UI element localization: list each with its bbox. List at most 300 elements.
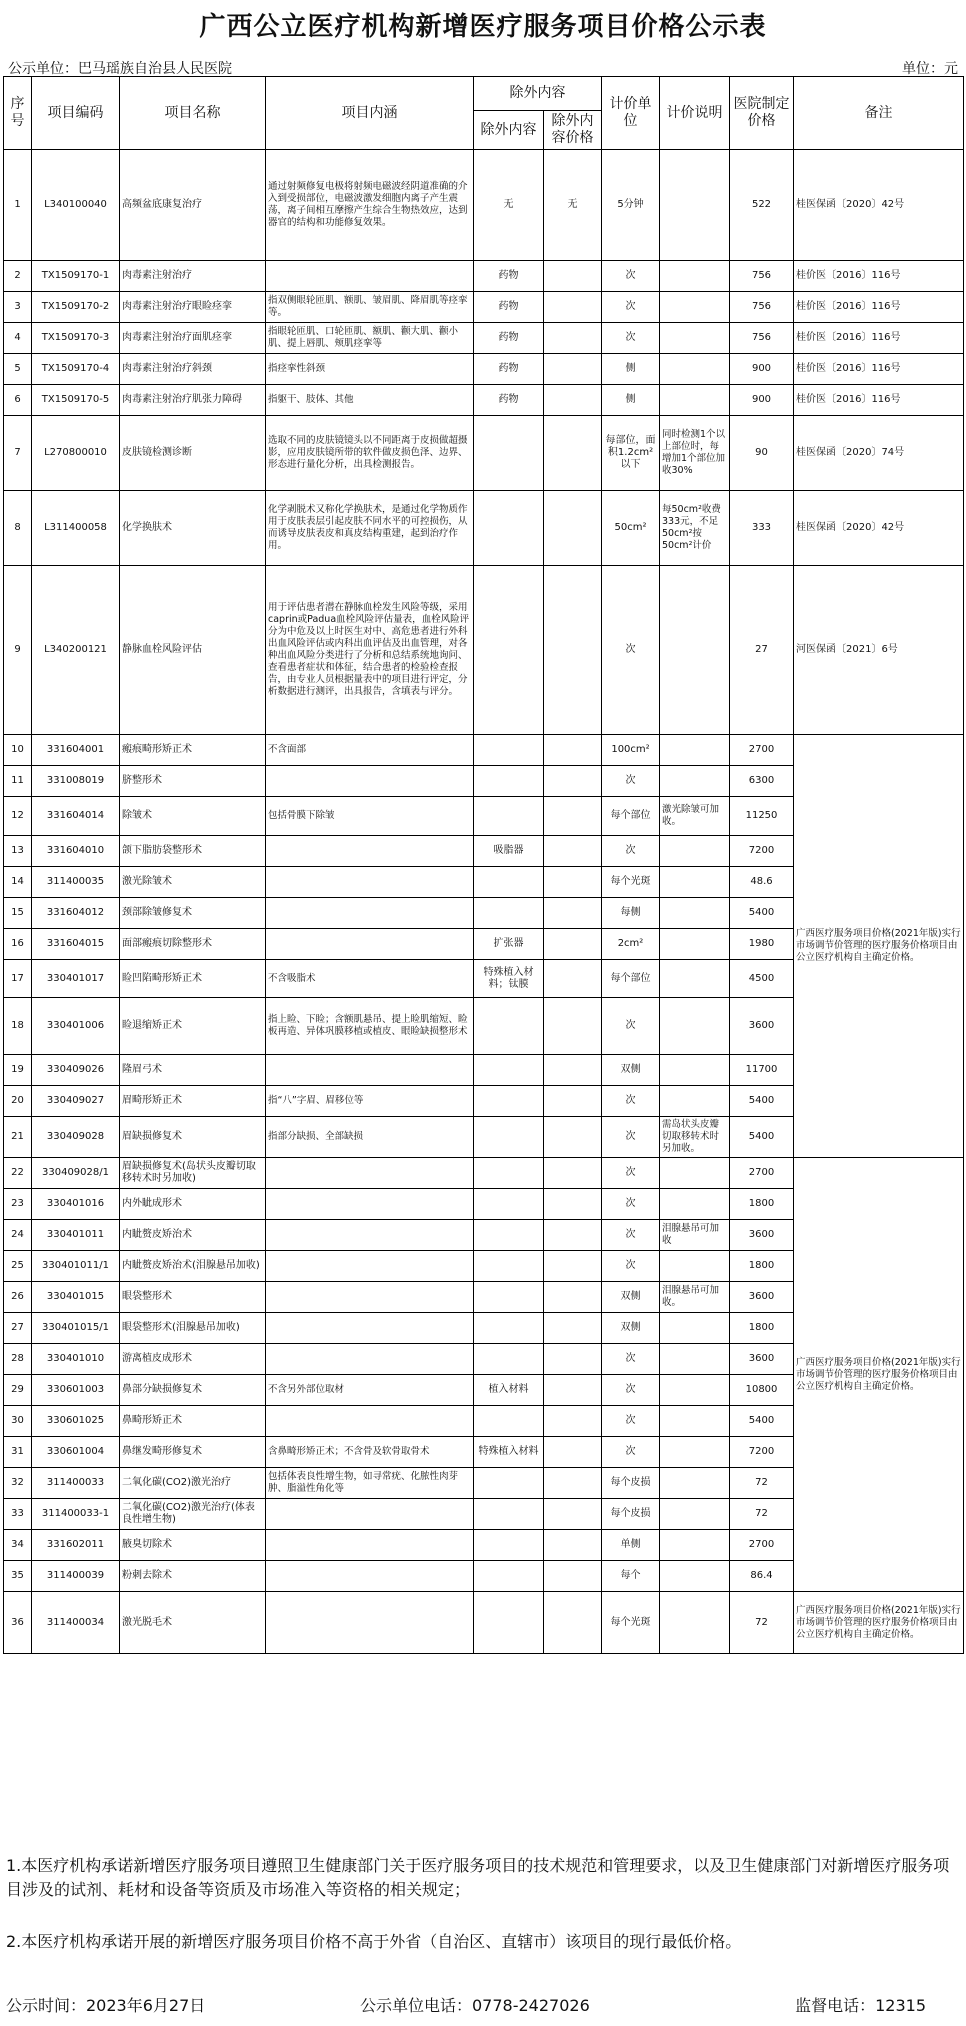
- row-unit: 侧: [602, 354, 660, 385]
- row-name: 肉毒素注射治疗肌张力障碍: [120, 385, 266, 416]
- row-seq: 35: [4, 1561, 32, 1592]
- row-desc: [660, 150, 730, 261]
- row-remark: 桂价医〔2016〕116号: [794, 261, 964, 292]
- row-price: 1800: [730, 1251, 794, 1282]
- row-name: 鼻部分缺损修复术: [120, 1375, 266, 1406]
- row-remark: 桂价医〔2016〕116号: [794, 292, 964, 323]
- row-exclusion-price: [544, 566, 602, 735]
- row-name: 游离植皮成形术: [120, 1344, 266, 1375]
- row-exclusion: 药物: [474, 323, 544, 354]
- row-code: 330401010: [32, 1344, 120, 1375]
- row-code: 311400034: [32, 1592, 120, 1654]
- row-code: 330401011: [32, 1220, 120, 1251]
- row-unit: 次: [602, 323, 660, 354]
- row-price: 5400: [730, 1406, 794, 1437]
- row-seq: 24: [4, 1220, 32, 1251]
- row-name: 化学换肤术: [120, 491, 266, 566]
- row-price: 4500: [730, 960, 794, 998]
- row-code: 331604010: [32, 836, 120, 867]
- row-seq: 33: [4, 1499, 32, 1530]
- table-row: [4, 150, 964, 261]
- row-name: 眉缺损修复术(岛状头皮瓣切取移转术时另加收): [120, 1158, 266, 1189]
- row-unit: 次: [602, 1437, 660, 1468]
- table-row: [4, 735, 964, 766]
- row-desc: 同时检测1个以上部位时，每增加1个部位加收30%: [660, 416, 730, 491]
- row-unit: 每个光斑: [602, 1592, 660, 1654]
- row-exclusion: 扩张器: [474, 929, 544, 960]
- row-seq: 23: [4, 1189, 32, 1220]
- row-desc: [660, 566, 730, 735]
- row-exclusion: [474, 1158, 544, 1189]
- row-desc: [660, 1437, 730, 1468]
- row-price: 7200: [730, 836, 794, 867]
- row-price: 5400: [730, 898, 794, 929]
- row-code: 330409027: [32, 1086, 120, 1117]
- row-seq: 25: [4, 1251, 32, 1282]
- table-row: [4, 491, 964, 566]
- row-desc: [660, 1251, 730, 1282]
- page-title: 广西公立医疗机构新增医疗服务项目价格公示表: [199, 12, 767, 42]
- row-exclusion: 植入材料: [474, 1375, 544, 1406]
- row-name: 脐整形术: [120, 766, 266, 797]
- row-exclusion: [474, 1406, 544, 1437]
- row-code: 330601025: [32, 1406, 120, 1437]
- row-content: [266, 836, 474, 867]
- row-exclusion-price: [544, 1592, 602, 1654]
- row-seq: 16: [4, 929, 32, 960]
- row-code: 330401015: [32, 1282, 120, 1313]
- row-price: 756: [730, 292, 794, 323]
- row-desc: 每50cm²收费333元，不足50cm²按50cm²计价: [660, 491, 730, 566]
- row-desc: [660, 1086, 730, 1117]
- row-remark: 桂医保函〔2020〕42号: [794, 491, 964, 566]
- row-content: 选取不同的皮肤镜镜头以不同距离于皮损做超摄影，应用皮肤镜所带的软件做皮损色泽、边界、形态进行量化分析，出具检测报告。: [266, 416, 474, 491]
- header-exclusion: 除外内容: [474, 111, 544, 150]
- row-desc: [660, 1406, 730, 1437]
- row-seq: 32: [4, 1468, 32, 1499]
- row-exclusion-price: [544, 1406, 602, 1437]
- row-seq: 22: [4, 1158, 32, 1189]
- row-price: 900: [730, 385, 794, 416]
- row-desc: [660, 1561, 730, 1592]
- row-content: 用于评估患者潜在静脉血栓发生风险等级，采用caprin或Padua血栓风险评估量表，血栓风险评分为中危及以上时医生对中、高危患者进行外科出血风险评估或内科出血评估及出血管理，对各种出血风险分类进行了分析和总结系统地询问、查看患者症状和体征，结合患者的检验检查报告，由专业人员根据量表中的项目进行评定，分析数据进行测评，出具报告，含填表与评分。: [266, 566, 474, 735]
- row-unit: 每个光斑: [602, 867, 660, 898]
- row-exclusion: 药物: [474, 385, 544, 416]
- row-unit: 双侧: [602, 1313, 660, 1344]
- row-remark: 桂价医〔2016〕116号: [794, 385, 964, 416]
- row-content: [266, 1592, 474, 1654]
- header-unit: 计价单位: [602, 77, 660, 150]
- row-exclusion-price: [544, 354, 602, 385]
- row-seq: 6: [4, 385, 32, 416]
- row-seq: 31: [4, 1437, 32, 1468]
- row-seq: 1: [4, 150, 32, 261]
- table-body: [4, 150, 964, 1654]
- row-price: 756: [730, 323, 794, 354]
- row-code: 330401016: [32, 1189, 120, 1220]
- header-content: 项目内涵: [266, 77, 474, 150]
- row-content: [266, 1158, 474, 1189]
- header-price: 医院制定价格: [730, 77, 794, 150]
- row-desc: [660, 929, 730, 960]
- row-unit: 次: [602, 1375, 660, 1406]
- row-exclusion-price: [544, 1344, 602, 1375]
- row-price: 48.6: [730, 867, 794, 898]
- row-exclusion: [474, 1055, 544, 1086]
- row-name: 肉毒素注射治疗: [120, 261, 266, 292]
- row-content: 指双侧眼轮匝肌、额肌、皱眉肌、降眉肌等痉挛等。: [266, 292, 474, 323]
- row-exclusion-price: [544, 1561, 602, 1592]
- row-content: 包括体表良性增生物，如寻常疣、化脓性肉芽肿、脂溢性角化等: [266, 1468, 474, 1499]
- row-content: [266, 1189, 474, 1220]
- row-exclusion: [474, 1189, 544, 1220]
- row-code: 330601004: [32, 1437, 120, 1468]
- row-code: TX1509170-3: [32, 323, 120, 354]
- row-price: 2700: [730, 1530, 794, 1561]
- row-exclusion-price: [544, 1468, 602, 1499]
- row-exclusion-price: [544, 292, 602, 323]
- row-unit: 每个部位: [602, 960, 660, 998]
- table-row: [4, 323, 964, 354]
- row-unit: 每个皮损: [602, 1468, 660, 1499]
- row-unit: 次: [602, 766, 660, 797]
- row-remark: 桂价医〔2016〕116号: [794, 354, 964, 385]
- row-exclusion: [474, 1282, 544, 1313]
- row-desc: [660, 998, 730, 1055]
- row-exclusion: [474, 1499, 544, 1530]
- row-unit: 次: [602, 1251, 660, 1282]
- row-code: 331604014: [32, 797, 120, 836]
- row-exclusion: [474, 898, 544, 929]
- row-exclusion-price: [544, 1375, 602, 1406]
- row-price: 72: [730, 1468, 794, 1499]
- row-seq: 26: [4, 1282, 32, 1313]
- row-desc: 泪腺悬吊可加收。: [660, 1282, 730, 1313]
- row-name: 皮肤镜检测诊断: [120, 416, 266, 491]
- row-unit: 次: [602, 1220, 660, 1251]
- row-code: 330409028: [32, 1117, 120, 1158]
- row-code: 331604012: [32, 898, 120, 929]
- row-exclusion: 特殊植入材料: [474, 1437, 544, 1468]
- row-content: [266, 1530, 474, 1561]
- row-desc: [660, 735, 730, 766]
- row-seq: 30: [4, 1406, 32, 1437]
- row-code: 330401017: [32, 960, 120, 998]
- row-content: 通过射频修复电极将射频电磁波经阴道准确的介入到受损部位，电磁波激发细胞内离子产生震荡，离子间相互摩擦产生综合生物热效应，达到器官的结构和功能修复效果。: [266, 150, 474, 261]
- row-content: [266, 1499, 474, 1530]
- row-desc: [660, 385, 730, 416]
- row-code: 330401011/1: [32, 1251, 120, 1282]
- row-name: 颌下脂肪袋整形术: [120, 836, 266, 867]
- row-price: 86.4: [730, 1561, 794, 1592]
- row-name: 眉畸形矫正术: [120, 1086, 266, 1117]
- row-exclusion: [474, 1530, 544, 1561]
- row-content: [266, 929, 474, 960]
- commitment-note-1: 1.本医疗机构承诺新增医疗服务项目遵照卫生健康部门关于医疗服务项目的技术规范和管理要求，以及卫生健康部门对新增医疗服务项目涉及的试剂、耗材和设备等资质及市场准入等资格的相关规定；: [6, 1856, 950, 1899]
- row-content: [266, 1251, 474, 1282]
- row-desc: [660, 898, 730, 929]
- row-unit: 次: [602, 1117, 660, 1158]
- row-price: 6300: [730, 766, 794, 797]
- row-desc: [660, 292, 730, 323]
- row-name: 内眦赘皮矫治术: [120, 1220, 266, 1251]
- table-row: [4, 566, 964, 735]
- row-content: [266, 1344, 474, 1375]
- row-price: 3600: [730, 1220, 794, 1251]
- row-code: 311400035: [32, 867, 120, 898]
- row-unit: 次: [602, 566, 660, 735]
- row-content: [266, 1406, 474, 1437]
- row-exclusion: [474, 1313, 544, 1344]
- commitment-note-2: 2.本医疗机构承诺开展的新增医疗服务项目价格不高于外省（自治区、直辖市）该项目的现行最低价格。: [6, 1932, 742, 1951]
- row-name: 面部瘢痕切除整形术: [120, 929, 266, 960]
- header-remark: 备注: [794, 77, 964, 150]
- row-desc: [660, 836, 730, 867]
- row-content: 指部分缺损、全部缺损: [266, 1117, 474, 1158]
- row-price: 756: [730, 261, 794, 292]
- row-code: 330409026: [32, 1055, 120, 1086]
- row-exclusion-price: [544, 416, 602, 491]
- row-code: 311400033-1: [32, 1499, 120, 1530]
- row-content: [266, 867, 474, 898]
- row-exclusion: [474, 1086, 544, 1117]
- row-exclusion: [474, 416, 544, 491]
- row-code: 331008019: [32, 766, 120, 797]
- row-desc: [660, 1530, 730, 1561]
- row-exclusion-price: [544, 1251, 602, 1282]
- row-price: 3600: [730, 1282, 794, 1313]
- table-row: [4, 1158, 964, 1189]
- row-unit: 单侧: [602, 1530, 660, 1561]
- row-exclusion: 药物: [474, 261, 544, 292]
- row-name: 除皱术: [120, 797, 266, 836]
- row-unit: 2cm²: [602, 929, 660, 960]
- publisher-label: 公示单位：巴马瑶族自治县人民医院: [8, 61, 232, 77]
- row-desc: [660, 766, 730, 797]
- row-seq: 10: [4, 735, 32, 766]
- row-content: 指“八”字眉、眉移位等: [266, 1086, 474, 1117]
- row-unit: 5分钟: [602, 150, 660, 261]
- row-remark: 桂医保函〔2020〕42号: [794, 150, 964, 261]
- row-content: 含鼻畸形矫正术；不含骨及软骨取骨术: [266, 1437, 474, 1468]
- row-code: 330601003: [32, 1375, 120, 1406]
- row-unit: 次: [602, 1344, 660, 1375]
- supervision-phone: 监督电话：12315: [795, 1996, 926, 2015]
- row-desc: [660, 1592, 730, 1654]
- row-price: 3600: [730, 998, 794, 1055]
- row-name: 内眦赘皮矫治术(泪腺悬吊加收): [120, 1251, 266, 1282]
- row-name: 高频盆底康复治疗: [120, 150, 266, 261]
- row-code: TX1509170-1: [32, 261, 120, 292]
- row-exclusion: [474, 1251, 544, 1282]
- row-exclusion-price: [544, 1189, 602, 1220]
- row-seq: 5: [4, 354, 32, 385]
- row-desc: [660, 1344, 730, 1375]
- row-exclusion-price: [544, 1055, 602, 1086]
- publish-time: 公示时间：2023年6月27日: [6, 1996, 206, 2015]
- row-exclusion-price: [544, 1499, 602, 1530]
- row-name: 瘢痕畸形矫正术: [120, 735, 266, 766]
- row-desc: [660, 1313, 730, 1344]
- row-seq: 27: [4, 1313, 32, 1344]
- row-remark: 桂价医〔2016〕116号: [794, 323, 964, 354]
- row-exclusion-price: [544, 766, 602, 797]
- row-exclusion-price: [544, 867, 602, 898]
- row-content: [266, 1313, 474, 1344]
- row-unit: 次: [602, 292, 660, 323]
- row-exclusion: [474, 1220, 544, 1251]
- row-exclusion: [474, 1561, 544, 1592]
- row-unit: 50cm²: [602, 491, 660, 566]
- row-code: L311400058: [32, 491, 120, 566]
- row-seq: 2: [4, 261, 32, 292]
- row-desc: [660, 1468, 730, 1499]
- row-unit: 每侧: [602, 898, 660, 929]
- row-content: 化学剥脱术又称化学换肤术，是通过化学物质作用于皮肤表层引起皮肤不同水平的可控损伤，从而诱导皮肤表皮和真皮结构重建，起到治疗作用。: [266, 491, 474, 566]
- row-name: 静脉血栓风险评估: [120, 566, 266, 735]
- row-price: 10800: [730, 1375, 794, 1406]
- row-content: 包括骨膜下除皱: [266, 797, 474, 836]
- row-code: 330401015/1: [32, 1313, 120, 1344]
- row-seq: 13: [4, 836, 32, 867]
- row-content: [266, 1055, 474, 1086]
- row-name: 隆眉弓术: [120, 1055, 266, 1086]
- row-exclusion: [474, 735, 544, 766]
- row-exclusion: 药物: [474, 354, 544, 385]
- row-name: 眉缺损修复术: [120, 1117, 266, 1158]
- row-seq: 19: [4, 1055, 32, 1086]
- row-code: L340100040: [32, 150, 120, 261]
- row-name: 肉毒素注射治疗面肌痉挛: [120, 323, 266, 354]
- row-desc: [660, 1499, 730, 1530]
- row-price: 3600: [730, 1344, 794, 1375]
- row-unit: 次: [602, 1086, 660, 1117]
- row-unit: 次: [602, 1406, 660, 1437]
- row-exclusion-price: [544, 491, 602, 566]
- row-desc: [660, 867, 730, 898]
- row-exclusion: [474, 797, 544, 836]
- row-price: 7200: [730, 1437, 794, 1468]
- row-exclusion: [474, 1344, 544, 1375]
- row-exclusion: [474, 766, 544, 797]
- row-exclusion: [474, 566, 544, 735]
- row-code: TX1509170-2: [32, 292, 120, 323]
- row-name: 睑凹陷畸形矫正术: [120, 960, 266, 998]
- row-price: 5400: [730, 1086, 794, 1117]
- row-price: 72: [730, 1592, 794, 1654]
- row-desc: 需岛状头皮瓣切取移转术时另加收。: [660, 1117, 730, 1158]
- row-exclusion: [474, 998, 544, 1055]
- row-content: 不含面部: [266, 735, 474, 766]
- row-price: 72: [730, 1499, 794, 1530]
- row-name: 激光除皱术: [120, 867, 266, 898]
- row-content: 指上睑、下睑；含额肌悬吊、提上睑肌缩短、睑板再造、异体巩膜移植或植皮、眼睑缺损整形术: [266, 998, 474, 1055]
- row-seq: 21: [4, 1117, 32, 1158]
- table-row: [4, 1592, 964, 1654]
- header-code: 项目编码: [32, 77, 120, 150]
- row-exclusion-price: [544, 1313, 602, 1344]
- row-seq: 34: [4, 1530, 32, 1561]
- table-row: [4, 416, 964, 491]
- group-remark: 广西医疗服务项目价格(2021年版)实行市场调节价管理的医疗服务价格项目由公立医疗机构自主确定价格。: [794, 1158, 964, 1592]
- row-exclusion: [474, 867, 544, 898]
- row-unit: 双侧: [602, 1282, 660, 1313]
- row-exclusion-price: 无: [544, 150, 602, 261]
- row-seq: 12: [4, 797, 32, 836]
- currency-unit-label: 单位：元: [902, 61, 958, 77]
- row-exclusion: [474, 1592, 544, 1654]
- row-seq: 8: [4, 491, 32, 566]
- table-row: [4, 292, 964, 323]
- row-desc: [660, 354, 730, 385]
- row-price: 2700: [730, 735, 794, 766]
- row-price: 5400: [730, 1117, 794, 1158]
- table-row: [4, 385, 964, 416]
- row-desc: 泪腺悬吊可加收: [660, 1220, 730, 1251]
- row-unit: 次: [602, 261, 660, 292]
- row-exclusion-price: [544, 323, 602, 354]
- row-exclusion: 特殊植入材料；钛膜: [474, 960, 544, 998]
- row-exclusion-price: [544, 385, 602, 416]
- row-name: 二氧化碳(CO2)激光治疗(体表良性增生物): [120, 1499, 266, 1530]
- row-seq: 11: [4, 766, 32, 797]
- row-name: 粉刺去除术: [120, 1561, 266, 1592]
- row-exclusion-price: [544, 960, 602, 998]
- row-content: [266, 898, 474, 929]
- row-code: 331604015: [32, 929, 120, 960]
- row-content: [266, 261, 474, 292]
- row-seq: 4: [4, 323, 32, 354]
- row-content: 指躯干、肢体、其他: [266, 385, 474, 416]
- row-seq: 15: [4, 898, 32, 929]
- row-name: 眼袋整形术(泪腺悬吊加收): [120, 1313, 266, 1344]
- row-name: 眼袋整形术: [120, 1282, 266, 1313]
- row-price: 1800: [730, 1313, 794, 1344]
- row-unit: 每个部位: [602, 797, 660, 836]
- header-seq: 序号: [4, 77, 32, 150]
- row-code: 311400033: [32, 1468, 120, 1499]
- row-desc: [660, 323, 730, 354]
- row-unit: 双侧: [602, 1055, 660, 1086]
- row-seq: 14: [4, 867, 32, 898]
- row-exclusion: [474, 1468, 544, 1499]
- table-row: [4, 261, 964, 292]
- row-seq: 17: [4, 960, 32, 998]
- row-content: [266, 1220, 474, 1251]
- row-content: 不含另外部位取材: [266, 1375, 474, 1406]
- row-price: 11250: [730, 797, 794, 836]
- publisher-phone: 公示单位电话：0778-2427026: [360, 1996, 590, 2015]
- row-exclusion: [474, 491, 544, 566]
- row-unit: 侧: [602, 385, 660, 416]
- row-seq: 28: [4, 1344, 32, 1375]
- row-unit: 100cm²: [602, 735, 660, 766]
- row-content: [266, 1561, 474, 1592]
- row-name: 二氧化碳(CO2)激光治疗: [120, 1468, 266, 1499]
- row-exclusion-price: [544, 898, 602, 929]
- row-exclusion-price: [544, 1158, 602, 1189]
- row-exclusion-price: [544, 1437, 602, 1468]
- row-exclusion-price: [544, 1117, 602, 1158]
- row-desc: [660, 261, 730, 292]
- row-price: 1980: [730, 929, 794, 960]
- row-exclusion-price: [544, 261, 602, 292]
- header-desc: 计价说明: [660, 77, 730, 150]
- row-code: L340200121: [32, 566, 120, 735]
- row-unit: 次: [602, 1189, 660, 1220]
- row-desc: 激光除皱可加收。: [660, 797, 730, 836]
- row-price: 1800: [730, 1189, 794, 1220]
